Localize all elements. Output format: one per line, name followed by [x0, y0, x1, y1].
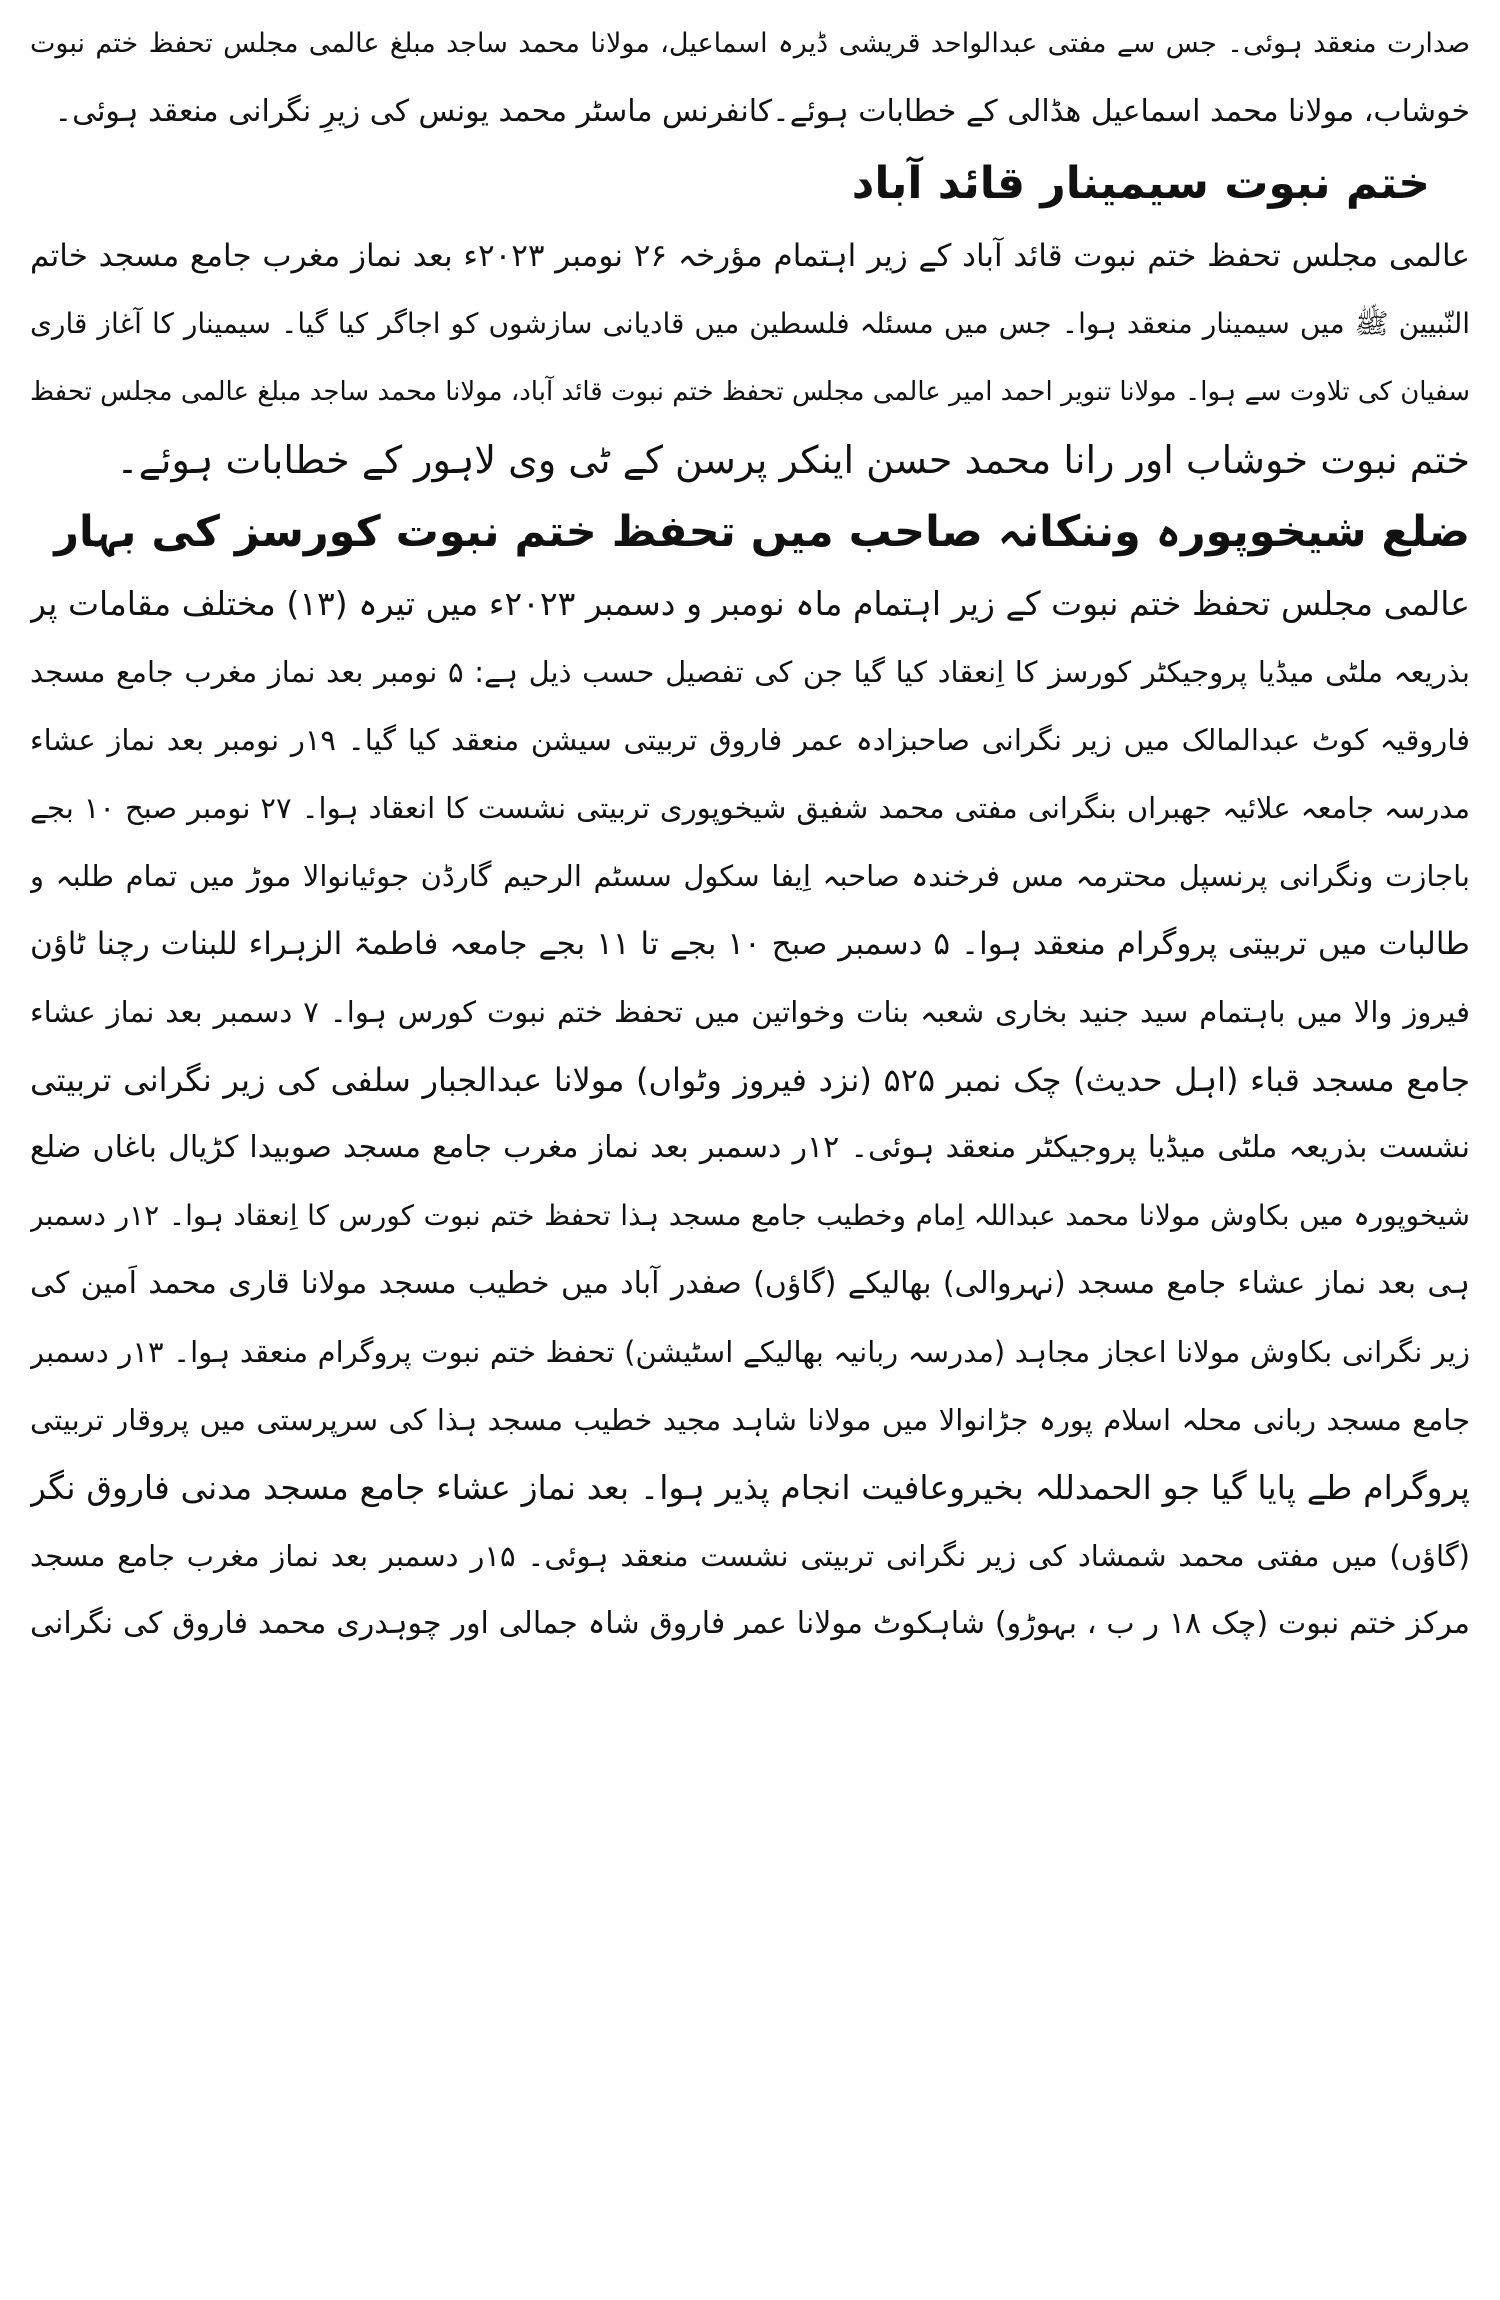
- text-line: صدارت منعقد ہوئی۔ جس سے مفتی عبدالواحد قریشی ڈیرہ اسماعیل، مولانا محمد ساجد مبلغ عالمی مجلس تحفظ ختم نبوت: [30, 28, 1470, 59]
- section-sheikhupura-courses: [30, 494, 1470, 1658]
- text-line: نشست بذریعہ ملٹی میڈیا پروجیکٹر منعقد ہوئی۔ ۱۲ر دسمبر بعد نماز مغرب جامع مسجد صوبیدا کڑیال باغاں ضلع: [30, 1130, 1470, 1165]
- section-heading: ضلع شیخوپورہ وننکانہ صاحب میں تحفظ ختم نبوت کورسز کی بہار: [54, 507, 1470, 557]
- text-line: شیخوپورہ میں بکاوش مولانا محمد عبداللہ اِمام وخطیب جامع مسجد ہذا تحفظ ختم نبوت کورس کا اِنعقاد ہوا۔ ۱۲ر دسمبر: [30, 1199, 1470, 1232]
- text-line: زیر نگرانی بکاوش مولانا اعجاز مجاہد (مدرسہ ربانیہ بھالیکے اسٹیشن) تحفظ ختم نبوت پروگرام منعقد ہوا۔ ۱۳ر دسمبر: [30, 1335, 1470, 1369]
- text-line: سفیان کی تلاوت سے ہوا۔ مولانا تنویر احمد امیر عالمی مجلس تحفظ ختم نبوت قائد آباد، مولانا محمد ساجد مبلغ عالمی مجلس تحفظ: [30, 377, 1470, 407]
- section-heading: ختم نبوت سیمینار قائد آباد: [851, 158, 1430, 209]
- text-line: مرکز ختم نبوت (چک ۱۸ ر ب ، بہوڑو) شاہکوٹ مولانا عمر فاروق شاہ جمالی اور چوہدری محمد فاروق کی نگرانی: [30, 1606, 1470, 1641]
- text-line: جامع مسجد قباء (اہل حدیث) چک نمبر ۵۲۵ (نزد فیروز وٹواں) مولانا عبدالجبار سلفی کی زیر نگرانی تربیتی: [30, 1061, 1470, 1099]
- text-line: طالبات میں تربیتی پروگرام منعقد ہوا۔ ۵ دسمبر صبح ۱۰ بجے تا ۱۱ بجے جامعہ فاطمۃ الزہراء للبنات رچنا ٹاؤن: [30, 926, 1470, 962]
- text-line: خوشاب، مولانا محمد اسماعیل ھڈالی کے خطابات ہوئے۔کانفرنس ماسٹر محمد یونس کی زیرِ نگرانی منعقد ہوئی۔: [54, 94, 1470, 129]
- document-page: [30, 10, 1470, 2290]
- text-line: فاروقیہ کوٹ عبدالمالک میں زیر نگرانی صاحبزادہ عمر فاروق تربیتی سیشن منعقد کیا گیا۔ ۱۹ر نومبر بعد نماز عشاء: [30, 723, 1470, 757]
- text-line: باجازت ونگرانی پرنسپل محترمہ مس فرخندہ صاحبہ اِیفا سکول سسٹم الرحیم گارڈن جوئیانوالا موڑ میں تمام طلبہ و: [30, 859, 1470, 893]
- text-line: النّبیین ﷺ میں سیمینار منعقد ہوا۔ جس میں مسئلہ فلسطین میں قادیانی سازشوں کو اجاگر کیا گیا۔ سیمینار کا آغاز قاری: [30, 307, 1470, 340]
- text-line: مدرسہ جامعہ علائیہ جھبراں بنگرانی مفتی محمد شفیق شیخوپوری تربیتی نشست کا انعقاد ہوا۔ ۲۷ نومبر صبح ۱۰ بجے: [30, 791, 1470, 825]
- text-line: عالمی مجلس تحفظ ختم نبوت کے زیر اہتمام ماہ نومبر و دسمبر ۲۰۲۳ء میں تیرہ (۱۳) مختلف مقامات پر: [30, 584, 1470, 623]
- text-line: فیروز والا میں باہتمام سید جنید بخاری شعبہ بنات وخواتین میں تحفظ ختم نبوت کورس ہوا۔ ۷ دسمبر بعد نماز عشاء: [30, 995, 1470, 1029]
- text-line: ہی بعد نماز عشاء جامع مسجد (نہروالی) بھالیکے (گاؤں) صفدر آباد میں خطیب مسجد مولانا قاری محمد اَمین کی: [30, 1266, 1470, 1301]
- text-line: پروگرام طے پایا گیا جو الحمدللہ بخیروعافیت انجام پذیر ہوا۔ بعد نماز عشاء جامع مسجد مدنی فاروق نگر: [30, 1468, 1470, 1507]
- intro-paragraph: [30, 10, 1470, 146]
- text-line: ختم نبوت خوشاب اور رانا محمد حسن اینکر پرسن کے ٹی وی لاہور کے خطابات ہوئے۔: [116, 438, 1470, 482]
- text-line: (گاؤں) میں مفتی محمد شمشاد کی زیر نگرانی تربیتی نشست منعقد ہوئی۔ ۱۵ر دسمبر بعد نماز مغرب جامع مسجد: [30, 1539, 1470, 1573]
- text-line: جامع مسجد ربانی محلہ اسلام پورہ جڑانوالا میں مولانا شاہد مجید خطیب مسجد ہذا کی سرپرستی میں پروقار تربیتی: [30, 1403, 1470, 1437]
- text-line: بذریعہ ملٹی میڈیا پروجیکٹر کورسز کا اِنعقاد کیا گیا جن کی تفصیل حسب ذیل ہے: ۵ نومبر بعد نماز مغرب جامع مسجد: [30, 655, 1470, 689]
- section-khatm-nubuwwat-seminar: [30, 146, 1470, 494]
- text-line: عالمی مجلس تحفظ ختم نبوت قائد آباد کے زیر اہتمام مؤرخہ ۲۶ نومبر ۲۰۲۳ء بعد نماز مغرب جامع مسجد خاتم: [30, 238, 1470, 274]
